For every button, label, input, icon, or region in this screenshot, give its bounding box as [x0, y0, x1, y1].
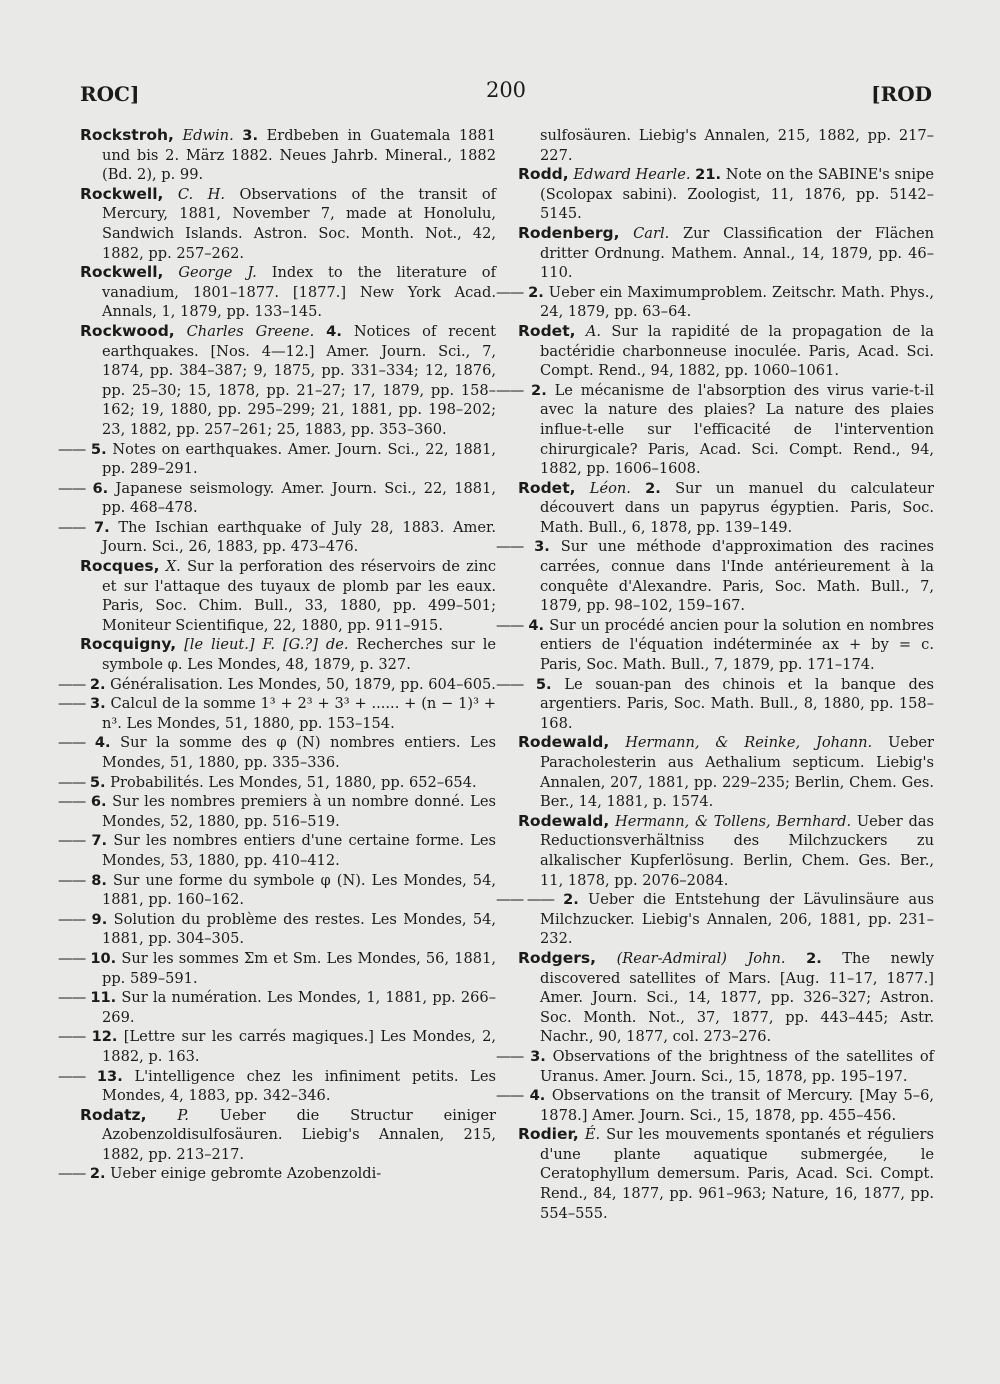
author-surname: Rockwell, [80, 263, 164, 282]
entry-dash: —— [496, 381, 524, 399]
entry-text: Sur la somme des φ (N) nombres entiers. Les Mondes, 51, 1880, pp. 335–336. [102, 734, 496, 771]
entry-dash: —— [58, 773, 86, 791]
entry-text: Le souan-pan des chinois et la banque des argentiers. Paris, Soc. Math. Bull., 8, 1880, pp. 158–168. [540, 675, 935, 732]
author-surname: Rodgers, [518, 948, 597, 967]
author-given-name: Hermann, & Tollens, Bernhard. [615, 812, 852, 830]
entry-dash: —— [58, 695, 86, 713]
bibliography-entry [58, 694, 497, 733]
bibliography-entry [80, 126, 496, 185]
entry-text: Généralisation. Les Mondes, 50, 1879, pp. 604–605. [110, 675, 496, 693]
entry-text: Ueber ein Maximumproblem. Zeitschr. Math. Phys., 24, 1879, pp. 63–64. [540, 283, 935, 321]
entry-dash: —— [58, 1028, 86, 1046]
entry-number: 3. [90, 695, 106, 713]
entry-text: Sur la numération. Les Mondes, 1, 1881, pp. 266–269. [102, 989, 497, 1026]
bibliography-entry [496, 1086, 935, 1125]
author-given-name: C. H. [177, 185, 225, 203]
entry-dash: —— [496, 675, 524, 693]
bibliography-entry [518, 224, 934, 283]
entry-number: 11. [90, 989, 117, 1007]
entry-number: 2. [89, 675, 106, 693]
entry-text: Notices of recent earthquakes. [Nos. 4—12.] Amer. Journ. Sci., 7, 1874, pp. 384–387; 9, 1875, pp. 331–334; 12, 1876, pp. 25–30; 15, 1878, pp. 21–27; 17, 1879, pp. 158–162; 19, 1880, pp. 295–299; 21, 1881, pp. 198–202; 23, 1882, pp. 257–261; 25, 1883, pp. 353–360. [102, 322, 496, 438]
bibliography-entry [58, 479, 497, 518]
bibliography-entry [518, 949, 934, 1047]
bibliography-entry [496, 381, 934, 479]
left-column [58, 126, 497, 1184]
bibliography-entry [518, 126, 934, 165]
entry-number: 2. [528, 283, 544, 301]
entry-dash: —— [58, 734, 86, 752]
entry-text: L'intelligence chez les infiniment petits. Les Mondes, 4, 1883, pp. 342–346. [102, 1067, 497, 1105]
author-given-name: George J. [178, 264, 257, 282]
entry-text: Sur les nombres entiers d'une certaine forme. Les Mondes, 53, 1880, pp. 410–412. [102, 832, 497, 869]
entry-number: 21. [695, 166, 722, 184]
author-given-name: [le lieut.] F. [G.?] de. [184, 636, 349, 654]
author-surname: Rodet, [518, 478, 576, 497]
entry-text: Sur les mouvements spontanés et réguliers d'une plante aquatique submergée, le Ceratophyllum demersum. Paris, Acad. Sci. Compt. Rend., 84, 1877, pp. 961–963; Nature, 16, 1877, pp. 554–555. [540, 1126, 935, 1222]
entry-number: 5. [89, 773, 106, 791]
header-right-range: [ROD [871, 82, 932, 106]
entry-number: 13. [96, 1067, 123, 1085]
entry-text: Japanese seismology. Amer. Journ. Sci., 22, 1881, pp. 468–478. [102, 479, 497, 517]
entry-dash: —— [58, 989, 86, 1007]
bibliography-entry [80, 263, 496, 322]
bibliography-entry [58, 518, 496, 557]
entry-text: Ueber die Entstehung der Lävulinsäure aus Milchzucker. Liebig's Annalen, 206, 1881, pp. 231–232. [540, 891, 935, 948]
entry-text: Recherches sur le symbole φ. Les Mondes, 48, 1879, p. 327. [102, 636, 497, 674]
entry-dash: —— [58, 949, 86, 967]
bibliography-entry [496, 616, 935, 675]
entry-text: Sur une forme du symbole φ (N). Les Mondes, 54, 1881, pp. 160–162. [102, 871, 497, 909]
author-surname: Rocques, [80, 557, 160, 576]
author-surname: Rodd, [518, 165, 569, 184]
bibliography-entry [58, 773, 496, 793]
entry-number: 5. [535, 675, 552, 693]
entry-text: Sur la rapidité de la propagation de la bactéridie charbonneuse inoculée. Paris, Acad. Sci. Compt. Rend., 94, 1882, pp. 1060–1061. [540, 322, 935, 380]
author-given-name: Edward Hearle. [573, 166, 691, 184]
entry-dash: —— [58, 440, 86, 458]
entry-text: Sur les nombres premiers à un nombre donné. Les Mondes, 52, 1880, pp. 516–519. [102, 793, 496, 830]
entry-text: Le mécanisme de l'absorption des virus varie-t-il avec la nature des plaies? La nature des plaies influe-t-elle sur l'efficacité de l'intervention chirurgicale? Paris, Acad. Sci. Compt. Rend., 94, 1882, pp. 1606–1608. [540, 381, 934, 478]
entry-text: Ueber das Reductionsverhältniss des Milchzuckers zu alkalischer Kupferlösung. Berlin, Chem. Ges. Ber., 11, 1878, pp. 2076–2084. [540, 812, 934, 889]
entry-text: Ueber einige gebromte Azobenzoldi- [110, 1165, 382, 1183]
entry-number: 2. [806, 949, 822, 967]
entry-text: Sur la perforation des réservoirs de zinc et sur l'attaque des tuyaux de plomb par les eaux. Paris, Soc. Chim. Bull., 33, 1880, pp. 499–501; Moniteur Scientifique, 22, 1880, pp. 911–915. [102, 558, 497, 634]
bibliography-entry [496, 675, 935, 734]
entry-text: sulfosäuren. Liebig's Annalen, 215, 1882, pp. 217–227. [540, 127, 934, 164]
entry-text: Notes on earthquakes. Amer. Journ. Sci., 22, 1881, pp. 289–291. [102, 440, 497, 478]
author-given-name: É. [584, 1126, 601, 1144]
entry-text: Observations of the transit of Mercury, 1881, November 7, made at Honolulu, Sandwich Islands. Astron. Soc. Month. Not., 42, 1882, pp. 257–262. [102, 185, 497, 262]
entry-dash: —— [58, 518, 86, 536]
bibliography-entry [80, 635, 496, 674]
entry-dash: —— [58, 910, 86, 928]
author-surname: Rodewald, [518, 733, 610, 752]
bibliography-entry [496, 283, 935, 322]
author-surname: Rodier, [518, 1125, 579, 1144]
bibliography-entry [518, 812, 934, 890]
entry-dash: —— [496, 616, 524, 634]
entry-text: Erdbeben in Guatemala 1881 und bis 2. März 1882. Neues Jahrb. Mineral., 1882 (Bd. 2), p. 99. [102, 127, 496, 184]
entry-text: The newly discovered satellites of Mars. [Aug. 11–17, 1877.] Amer. Journ. Sci., 14, 1877, pp. 326–327; Astron. Soc. Month. Not., 37, 1877, pp. 443–445; Astr. Nachr., 90, 1877, col. 273–276. [540, 949, 935, 1046]
author-surname: Rodenberg, [518, 223, 620, 242]
author-given-name: A. [585, 322, 601, 340]
bibliography-entry [58, 675, 496, 695]
entry-number: 4. [528, 616, 545, 634]
author-given-name: P. [177, 1106, 189, 1124]
bibliography-entry [80, 557, 496, 635]
bibliography-entry [58, 792, 496, 831]
bibliography-entry [58, 910, 497, 949]
entry-dash: —— [58, 871, 86, 889]
author-surname: Rodewald, [518, 811, 610, 830]
right-column [496, 126, 935, 1223]
bibliography-entry [58, 988, 497, 1027]
entry-number: 6. [90, 793, 107, 811]
entry-number: 3. [530, 1047, 546, 1065]
entry-text: Calcul de la somme 1³ + 2³ + 3³ + ...... + (n − 1)³ + n³. Les Mondes, 51, 1880, pp. 153–154. [102, 695, 497, 732]
entry-number: 8. [91, 871, 107, 889]
entry-dash: —— [58, 793, 86, 811]
entry-number: 3. [534, 538, 550, 556]
entry-number: 7. [91, 832, 108, 850]
author-surname: Rockwood, [80, 321, 175, 340]
entry-dash: —— [496, 538, 524, 556]
entry-text: The Ischian earthquake of July 28, 1883. Amer. Journ. Sci., 26, 1883, pp. 473–476. [102, 518, 496, 556]
bibliography-entry [58, 949, 496, 988]
author-given-name: Charles Greene. [186, 322, 315, 340]
bibliography-entry [58, 871, 497, 910]
entry-number: 4. [529, 1087, 546, 1105]
bibliography-entry [58, 831, 497, 870]
author-surname: Rocquigny, [80, 635, 177, 654]
entry-number: 2. [563, 891, 579, 909]
entry-text: Zur Classification der Flächen dritter Ordnung. Mathem. Annal., 14, 1879, pp. 46–110. [540, 224, 935, 282]
page-header [80, 78, 932, 112]
entry-text: Note on the SABINE's snipe (Scolopax sabini). Zoologist, 11, 1876, pp. 5142–5145. [540, 166, 934, 223]
author-given-name: Hermann, & Reinke, Johann. [625, 734, 873, 752]
author-given-name: Edwin. [182, 127, 234, 144]
entry-number: 12. [91, 1028, 118, 1046]
entry-text: Observations of the brightness of the satellites of Uranus. Amer. Journ. Sci., 15, 1878, pp. 195–197. [540, 1047, 935, 1085]
entry-number: 4. [326, 322, 342, 340]
entry-text: Sur un procédé ancien pour la solution en nombres entiers de l'équation indéterminée ax + by = c. Paris, Soc. Math. Bull., 7, 1879, pp. 171–174. [540, 616, 935, 674]
bibliography-entry [496, 890, 935, 949]
bibliography-entry [58, 1027, 497, 1066]
entry-number: 2. [89, 1165, 106, 1183]
bibliography-entry [80, 185, 496, 263]
entry-number: 10. [90, 949, 117, 967]
author-surname: Rockstroh, [80, 126, 174, 144]
entry-dash: —— —— [496, 891, 555, 909]
entry-number: 9. [91, 910, 108, 928]
entry-text: Observations on the transit of Mercury. [May 5–6, 1878.] Amer. Journ. Sci., 15, 1878, pp. 455–456. [540, 1087, 935, 1124]
entry-text: [Lettre sur les carrés magiques.] Les Mondes, 2, 1882, p. 163. [102, 1028, 497, 1065]
bibliography-entry [518, 322, 934, 381]
author-given-name: X. [165, 558, 181, 576]
entry-text: Solution du problème des restes. Les Mondes, 54, 1881, pp. 304–305. [102, 910, 497, 948]
header-left-range: ROC] [80, 82, 140, 106]
author-given-name: Léon. [589, 479, 631, 497]
bibliography-entry [518, 1125, 934, 1223]
entry-text: Sur une méthode d'approximation des racines carrées, connue dans l'Inde antérieurement à la conquête d'Alexandre. Paris, Soc. Math. Bull., 7, 1879, pp. 98–102, 159–167. [540, 538, 935, 615]
author-given-name: (Rear-Admiral) John. [616, 949, 786, 967]
entry-number: 6. [92, 479, 109, 497]
entry-dash: —— [58, 1067, 86, 1085]
bibliography-entry [58, 733, 496, 772]
bibliography-entry [518, 733, 934, 811]
entry-dash: —— [58, 1165, 86, 1183]
bibliography-entry [58, 440, 497, 479]
entry-number: 2. [531, 381, 547, 399]
entry-dash: —— [58, 479, 86, 497]
entry-dash: —— [496, 1087, 524, 1105]
entry-text: Index to the literature of vanadium, 1801–1877. [1877.] New York Acad. Annals, 1, 1879, pp. 133–145. [102, 264, 496, 321]
page-number: 200 [485, 78, 527, 102]
bibliography-entry [58, 1164, 496, 1184]
entry-number: 2. [645, 479, 661, 497]
bibliography-entry [496, 537, 935, 615]
entry-number: 3. [242, 127, 258, 144]
author-given-name: Carl. [633, 224, 670, 242]
entry-dash: —— [496, 283, 524, 301]
entry-text: Ueber die Structur einiger Azobenzoldisulfosäuren. Liebig's Annalen, 215, 1882, pp. 213–217. [102, 1106, 496, 1163]
author-surname: Rodet, [518, 321, 576, 340]
bibliography-entry [80, 1106, 496, 1165]
author-surname: Rockwell, [80, 184, 164, 203]
entry-text: Sur les sommes Σm et Sm. Les Mondes, 56, 1881, pp. 589–591. [102, 949, 496, 987]
entry-text: Ueber Paracholesterin aus Aethalium septicum. Liebig's Annalen, 207, 1881, pp. 229–235; Berlin, Chem. Ges. Ber., 14, 1881, p. 1574. [540, 734, 934, 811]
entry-text: Probabilités. Les Mondes, 51, 1880, pp. 652–654. [110, 773, 477, 791]
entry-number: 5. [90, 440, 107, 458]
bibliography-entry [80, 322, 496, 440]
entry-dash: —— [58, 832, 86, 850]
author-surname: Rodatz, [80, 1105, 147, 1124]
entry-dash: —— [58, 675, 86, 693]
entry-dash: —— [496, 1047, 524, 1065]
bibliography-entry [518, 479, 934, 538]
entry-number: 4. [94, 734, 111, 752]
entry-number: 7. [93, 518, 110, 536]
bibliography-entry [58, 1067, 497, 1106]
entry-text: Sur un manuel du calculateur découvert dans un papyrus égyptien. Paris, Soc. Math. Bull., 6, 1878, pp. 139–149. [540, 479, 935, 536]
bibliography-entry [496, 1047, 935, 1086]
bibliography-entry [518, 165, 934, 224]
